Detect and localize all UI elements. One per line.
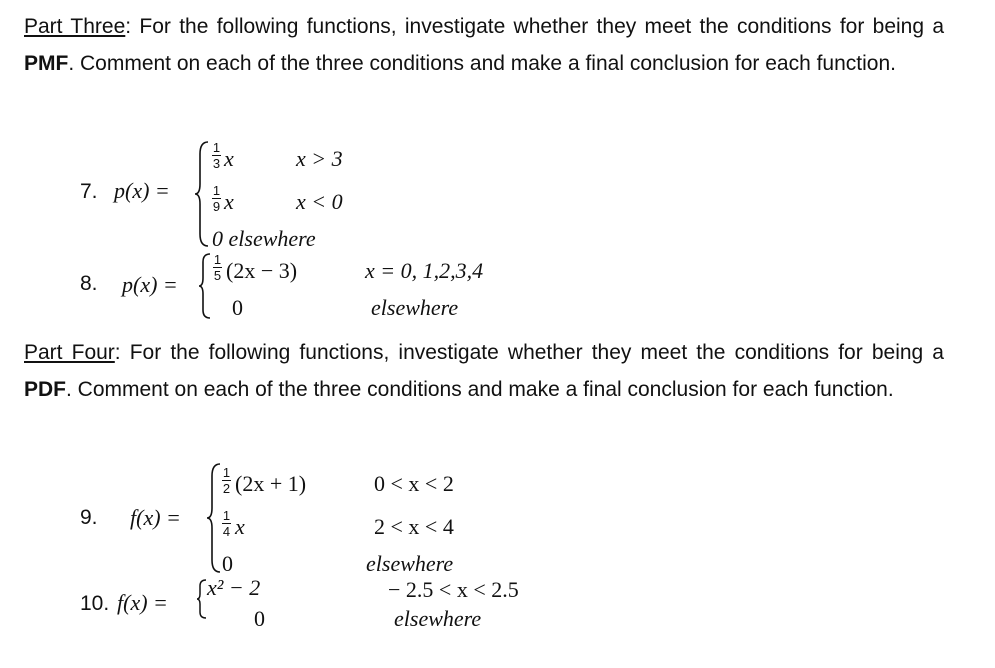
- question-8-number: 8.: [80, 272, 98, 295]
- question-9-expr-2: x: [235, 514, 245, 539]
- part-three-text-before: : For the following functions, investigate whether they meet the conditions for being a: [125, 15, 944, 38]
- question-9-expr-3: 0: [222, 551, 233, 576]
- question-8-brace: [198, 252, 212, 320]
- part-four-text-before: : For the following functions, investigate whether they meet the conditions for being a: [114, 341, 944, 364]
- question-7-cond-2: x < 0: [296, 189, 343, 214]
- question-7-expr-3: 0 elsewhere: [212, 226, 316, 251]
- question-7-fraction-1: 1 3: [212, 140, 221, 171]
- question-9-cond-1: 0 < x < 2: [374, 471, 454, 496]
- question-9-cond-3: elsewhere: [366, 551, 454, 576]
- question-8-expr-1: (2x − 3): [226, 258, 298, 283]
- question-7-cond-1: x > 3: [296, 146, 343, 171]
- question-8-lhs: p(x) =: [122, 272, 178, 297]
- part-three-bold-term: PMF: [24, 51, 69, 75]
- question-9-cond-2: 2 < x < 4: [374, 514, 454, 539]
- part-four-heading: Part Four: [24, 341, 115, 364]
- question-7-number: 7.: [80, 180, 98, 203]
- part-three-heading: Part Three: [24, 15, 126, 38]
- question-10-expr-1: x² − 2: [207, 575, 261, 600]
- question-10-number: 10.: [80, 592, 110, 615]
- question-9-lhs: f(x) =: [130, 505, 181, 530]
- question-10-cond-2: elsewhere: [394, 606, 482, 631]
- part-four-instructions: [24, 335, 944, 408]
- question-10-expr-2: 0: [254, 606, 265, 631]
- part-three-instructions: [24, 9, 944, 82]
- part-four-text-after: . Comment on each of the three conditions and make a final conclusion for each function.: [66, 377, 894, 401]
- question-9-expr-1: (2x + 1): [235, 471, 307, 496]
- question-8-expr-2: 0: [232, 295, 243, 320]
- part-three-text-after: . Comment on each of the three conditions and make a final conclusion for each function.: [68, 51, 896, 75]
- question-8-fraction: 1 5: [213, 252, 222, 283]
- question-7-expr-1: x: [224, 146, 234, 171]
- question-7-lhs: p(x) =: [114, 178, 170, 203]
- question-7-brace: [194, 140, 210, 248]
- question-7-expr-2: x: [224, 189, 234, 214]
- question-9-number: 9.: [80, 506, 98, 529]
- part-four-bold-term: PDF: [24, 377, 66, 401]
- question-10-cond-1: − 2.5 < x < 2.5: [388, 577, 519, 602]
- question-9-fraction-1: 1 2: [222, 465, 231, 496]
- question-10-lhs: f(x) =: [117, 590, 168, 615]
- question-8-cond-1: x = 0, 1,2,3,4: [365, 258, 484, 283]
- question-9-fraction-2: 1 4: [222, 508, 231, 539]
- question-8-cond-2: elsewhere: [371, 295, 459, 320]
- question-7-fraction-2: 1 9: [212, 183, 221, 214]
- question-9-brace: [206, 462, 222, 574]
